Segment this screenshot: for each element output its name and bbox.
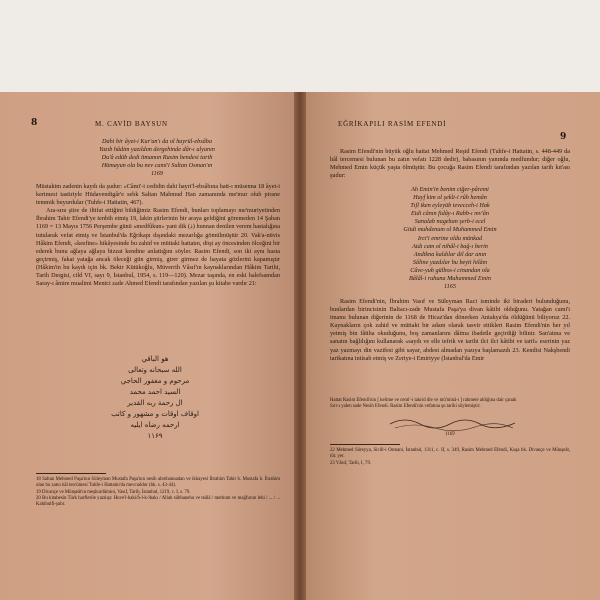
footnote-rule	[330, 444, 400, 445]
verse-line: Du'â edüb dedi itmamın Rasim bendesi tarih	[101, 154, 213, 162]
footnotes-left	[36, 477, 280, 508]
footnote: Hattat Rasim Efendi'nin [ kelime ve cemi'-i takrid dle ve mü'minâ-ı ] rahmete aldığına dair çanak	[330, 398, 517, 403]
verse-line: Etdi cânın fidây-ı Rabb-ı mv'ân	[411, 210, 489, 218]
footnote: 20 Bu kitabesin Türk harflerile yazılışı: Huve'l-baki/ĥ-l-k-lbakı / Allah sübhanehu ve teâlâ / merhum ve mağfurun lehi / ... / ... Kahihulfi-şubr.	[36, 495, 280, 508]
footnotes-right-top	[330, 398, 570, 411]
inscription-line: مرحوم و مغفور الحاجي	[120, 377, 190, 385]
verse-line: Sâline yazdılar bu beyti hilâm	[412, 258, 488, 266]
footnote: Sırr-ı yalen sade Nesih Efendi. Rasim Efendi'nin vefatına şu tarihi söylemiştir:	[330, 404, 481, 410]
footnote-year: 1169	[445, 432, 455, 437]
body-text-right	[330, 298, 570, 363]
footnote: 18 Saltan Mehmed Paşa'nın Süleyman Mustafa Paşa'nın nesih ahrebannadan ve ikhayesi İbrahim Tahir b. Mustafa b. İbrahim olan bu zatın hâl tercümesi Tuhfe-i Hattatin'da mevcuddur (bk. s. 43-44).	[36, 477, 280, 489]
verse-line: Hayf kim ol şekli-i rûh hemân	[413, 194, 487, 202]
paragraph: Rasim Efendi'nin, İbrahim Vasıf ve Süleyman Raci isminde iki biraderi bulunduğunu, bunlardan birincisinin Baltacı-zade Mustafa Paşa'ya divan kâtibi olduğunu. Yatağan cami'i imamı bulunan diğerinin de 1168 de Hicaz'dan dönerken Antakya'da öldüğünü biliyoruz 22. Kaynakların çok zahid ve müttaki bir adam olarak tasvir ettikleri Rasim Efendi'nin her yıl yetmiş bin fâtiha okuduğunu, boş zamanlarını dâima ibadetle geçirdiği bilinir. San'atına ve sanatın bağlılığını kullanarak «saydı ve elle tefrik ve tarihi ilci ilci kâtibi ve tarif» eserinin yaz yaz yazmayı din vazifesi gibi sayar, abdest almadan yazıya başlamazdı 23. Kendisi Nakşbendi tarikatına intisab etmiş ve Zeriye-i Emiriyye (İstanbul'da Emir	[330, 298, 570, 362]
verse-line: Irci'i emrine oldu münkad	[417, 234, 483, 242]
verse-line: Bâlâl-i ruhuna Muhammed Emin	[409, 275, 491, 283]
inscription-line: ارحمه رضاه ايليه	[130, 421, 180, 429]
footnote: 23 Vâsıf, Tarih, I, 79.	[330, 460, 372, 466]
verse-line: Hümayun ola bu nev cami'i Sultan Osman'ın	[101, 162, 213, 170]
inscription-line: الله سبحانه وتعالى	[128, 366, 182, 374]
verse-line: Atdı cam ol nihâl-i bağ-ı berin	[412, 242, 488, 250]
inscription-line: ۱۱۶۹	[147, 432, 163, 440]
running-header-right: EĞRİKAPILI RASİM EFENDİ	[338, 120, 447, 128]
inscription-line: السيد احمد محمد	[129, 388, 181, 396]
page-number-right: 9	[560, 132, 567, 142]
footnotes-right	[330, 448, 570, 467]
tombstone-inscription	[95, 354, 215, 442]
page-number-left: 8	[31, 118, 38, 128]
verse-block-left	[52, 138, 262, 178]
verse-year: 1169	[151, 170, 163, 178]
verse-line: Gitdi muhdenum ol Muhammed Emin	[403, 226, 497, 234]
verse-line: Dahi bir âyet-i Kur'an'ı da ol hayrül-ebsâba	[102, 138, 212, 145]
paragraph: Ara-sıra şiire de iltifat ettiğini bildiğimiz Rasim Efendi, bunları toplamayı me'muriyetinden İbrahim Tahir Efendi'ye tenbih etmiş 19, lakin şiirlerinin bir araya geldiğini göremeden 14 Şaban 1169 = 13 Mayıs 1756 Perşembe günü «medfûkun» yani dik (ذ) hunnan denilen verem hastalığına tutularak vefat etmiş ve İstanbul'da Eğrikapı dışındaki mezarlığa gömülmüştür 20. Vak'a-nüvis Hâkim Efendi, «kesfine» hikâyesinde bu zahid ve müttaki hattatın, döşt ay öncesinden ölceğini bir ederek bunu ağlaya ağlaya bizzat kendine anlattığını söyler. Rasim Efendi, son iki aynı hasta geçirmiş, fakat yatağa ancak öleceği gün girmiş, girer girmez de hayata gözlerini kapamıştır (Hâkim'in bu kaydı için bk. Bekir Kütükoğlu, Müverrih Vâsıf'ın kaynaklarından Hâkim Tarihi, Tarih Dergisi, cild VI, sayı 9, İstanbul, 1954, s. 119—120). Mezar taşında, en eski halefsamdan Saray-ı âmire mualimi Mentci zade Ahmed Efendi tarafından yazılan şu kitabe vardır 21:	[36, 207, 280, 288]
book-gutter	[294, 92, 306, 600]
body-text-left	[36, 183, 280, 288]
running-header-left: M. CAVİD BAYSUN	[95, 120, 168, 128]
body-text-right-top	[330, 148, 570, 180]
inscription-line: هو الباقي	[141, 355, 169, 363]
inscription-line: ال رحمة ربه القدير	[127, 399, 183, 407]
footnote: 22 Mehmed Süreyya, Sicill-i Osmani, İstanbul, 1311, c. II, s. 349, Rasim Mehmed Efendi, Kuşa bk. Divançe ve Münşeât, tûr. yer.	[330, 448, 570, 460]
verse-line: Câve-yub gülbos-i cinandan ola	[410, 266, 490, 274]
inscription-line: اوقاف اوقات و مشهور و کاتب	[111, 410, 199, 418]
right-page	[300, 92, 600, 600]
verse-line: Andikna kaldılar dil dar anın	[413, 250, 487, 258]
verse-line: Ah Emin'in benim ciğer-pâremi	[411, 186, 489, 193]
verse-block-right	[355, 186, 545, 291]
verse-line: Yazıb hâdim yazıldım dergehinde dâr-ı ulyanın	[99, 146, 215, 154]
paragraph: Rasim Efendi'nin büyük oğlu hattat Mehmed Reşid Efendi (Tuhfe-i Hattatin, s. 448-449 da hâl tercemesi bulunan bu zatın vefatı 1228 dedir), babasının yanında medfundur; diğer oğlu, Mehmed Emin küçük yaşta ölmüştür. Bu çocuğa Rasim Efendi tarafından yazılan tarih kıt'ası şudur:	[330, 148, 570, 180]
footnote-rule	[36, 473, 106, 474]
left-page	[0, 92, 300, 600]
book-spread	[0, 92, 600, 600]
paragraph: Müstakim zadenin kaydı da şudur: «Câmi'-i cedidin dahi hayri'l-ebsâbına hatt-ı müsenna 18 âyet-i kerimesi tastiriyle Hüdavendigâr'e sebk Saltan Mahmud Han zamanında me'mur olub pirane temmik buyurdular (Tuhfe-i Hattatin, 467).	[36, 183, 280, 207]
verse-year: 1165	[444, 283, 456, 291]
verse-line: Tıfl iken eyleyüb tevecceh-i Hak	[410, 202, 490, 210]
footnote: 19 Divançe ve Münşeât'ın meşhurdümini, Vasıf, Tarih, İstanbul, 1219, c. I, s. 79.	[36, 489, 191, 495]
verse-line: Sanalab nagehan şerb-i ecel	[414, 218, 486, 226]
inscription-scribble	[385, 414, 525, 432]
